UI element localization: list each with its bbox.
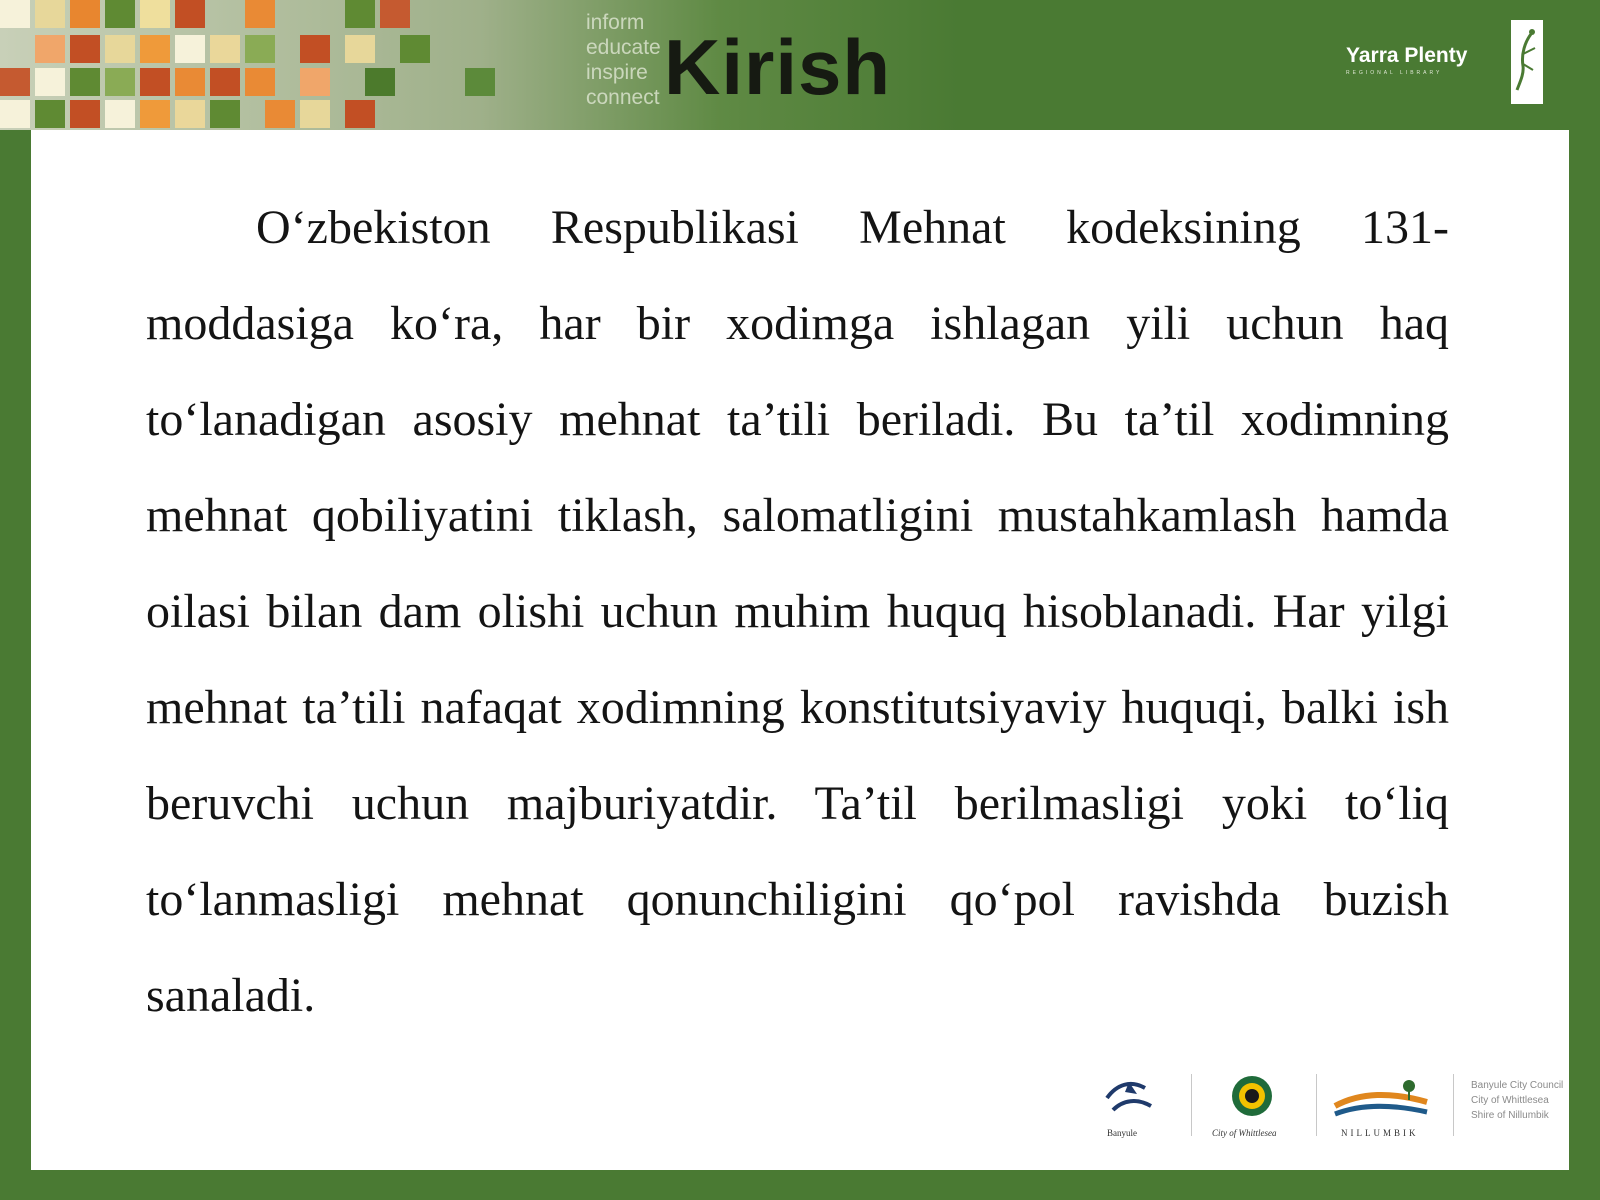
tagline-line: educate — [586, 36, 661, 59]
logo-caption: NILLUMBIK — [1341, 1128, 1419, 1138]
council-name: Shire of Nillumbik — [1471, 1110, 1549, 1121]
logo-divider — [1316, 1074, 1317, 1136]
nillumbik-logo-icon — [1331, 1070, 1431, 1140]
tagline-line: inform — [586, 11, 645, 34]
brand-subtitle: REGIONAL LIBRARY — [1346, 70, 1443, 76]
tagline-line: inspire — [586, 61, 648, 84]
council-name: City of Whittlesea — [1471, 1095, 1549, 1106]
body-paragraph: O‘zbekiston Respublikasi Mehnat kodeksining 131-moddasiga ko‘ra, har bir xodimga ishlagan yili uchun haq to‘lanadigan asosiy mehnat ta’tili beriladi. Bu ta’til xodimning mehnat qobiliyatini tiklash, salomatligini mustahkamlash hamda oilasi bilan dam olishi uchun muhim huquq hisoblanadi. Har yilgi mehnat ta’tili nafaqat xodimning konstitutsiyaviy huquqi, balki ish beruvchi uchun majburiyatdir. Ta’til berilmasligi yoki to‘liq to‘lanmasligi mehnat qonunchiligini qo‘pol ravishda buzish sanaladi. — [146, 201, 1449, 1022]
slide-header — [0, 0, 1600, 130]
footer-logos — [1081, 1070, 1564, 1150]
banyule-logo-icon — [1099, 1070, 1159, 1140]
content-panel — [31, 130, 1569, 1170]
logo-divider — [1453, 1074, 1454, 1136]
council-list — [1471, 1078, 1581, 1123]
whittlesea-logo-icon — [1206, 1070, 1296, 1140]
tagline — [586, 10, 676, 110]
decorative-mosaic — [0, 0, 560, 130]
tagline-line: connect — [586, 86, 660, 109]
logo-caption: City of Whittlesea — [1212, 1128, 1277, 1138]
council-name: Banyule City Council — [1471, 1080, 1564, 1091]
library-logo-icon — [1511, 20, 1543, 104]
logo-caption: Banyule — [1107, 1128, 1137, 1138]
logo-divider — [1191, 1074, 1192, 1136]
slide-title: Kirish — [664, 23, 892, 111]
brand-name: Yarra Plenty — [1346, 44, 1468, 67]
